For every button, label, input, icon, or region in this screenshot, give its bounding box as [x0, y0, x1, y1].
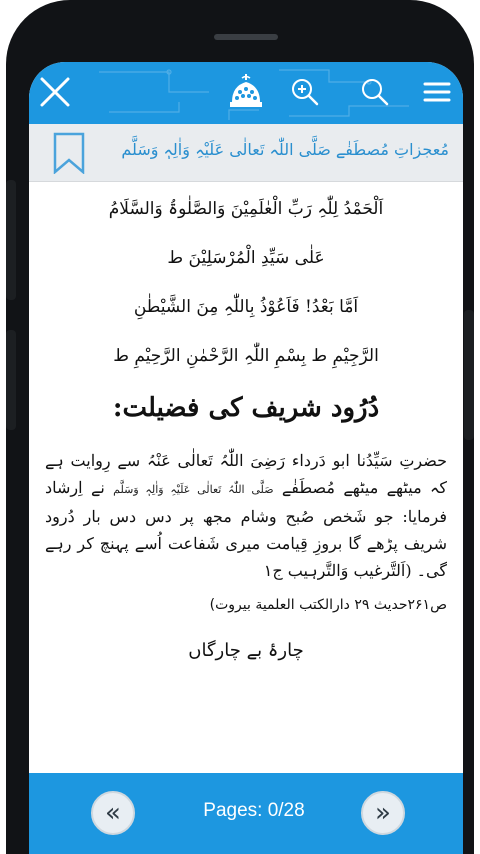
bottom-nav-bar — [29, 773, 463, 854]
hamburger-menu-icon — [423, 80, 451, 104]
search-button[interactable] — [355, 72, 395, 112]
mosque-dome-icon — [226, 72, 266, 112]
phone-frame — [6, 0, 474, 854]
volume-button-lower — [6, 330, 16, 430]
bookmark-icon — [51, 132, 87, 174]
reference-text: ص۲۶۱حدیث ۲۹ دارالکتب العلمیة بیروت) — [209, 597, 447, 613]
menu-button[interactable] — [417, 72, 457, 112]
verse-line: اَلْحَمْدُ لِلّٰہِ رَبِّ الْعٰلَمِیْنَ وَالصَّلٰوۃُ وَالسَّلَامُ — [108, 199, 384, 219]
page-counter: Pages: 0/28 — [203, 800, 305, 821]
power-button — [464, 310, 474, 440]
bookmark-button[interactable] — [51, 132, 87, 174]
paragraph-text: حضرتِ سَیِّدُنا ابو دَرداء رَضِیَ اللّٰہُ تَعالٰی عَنْہُ سے رِوایت ہے کہ میٹھے میٹھے مُصطَفٰے — [45, 451, 447, 497]
reading-content — [29, 183, 463, 773]
double-chevron-right-icon: » — [375, 798, 391, 828]
zoom-in-icon — [290, 77, 320, 107]
chapter-title: مُعجزاتِ مُصطَفٰے صَلَّی اللّٰہ تَعالٰی عَلَیْہِ وَاٰلِہٖ وَسَلَّم — [121, 140, 449, 159]
app-logo — [225, 72, 267, 112]
chapter-title-bar — [29, 124, 463, 182]
close-icon — [38, 75, 72, 109]
app-screen — [29, 62, 463, 854]
search-icon — [360, 77, 390, 107]
double-chevron-left-icon: « — [105, 798, 121, 828]
sub-heading: چارۂ بے چارگاں — [188, 640, 304, 661]
zoom-in-button[interactable] — [285, 72, 325, 112]
section-heading: دُرُود شریف کی فضیلت: — [112, 393, 380, 423]
top-app-bar — [29, 62, 463, 124]
next-page-button[interactable] — [361, 791, 405, 835]
verse-line: اَمَّا بَعْدُ! فَاَعُوْذُ بِاللّٰہِ مِنَ الشَّیْطٰنِ — [133, 297, 359, 317]
close-button[interactable] — [35, 72, 75, 112]
salutation-text: صَلَّی اللّٰہُ تَعالٰی عَلَیْہِ وَاٰلِہٖ وَسَلَّم — [113, 483, 274, 496]
verse-line: الرَّجِیْمِ ط بِسْمِ اللّٰہِ الرَّحْمٰنِ الرَّحِیْمِ ط — [113, 346, 379, 366]
volume-button — [6, 180, 16, 300]
verse-line: عَلٰی سَیِّدِ الْمُرْسَلِیْنَ ط — [167, 248, 325, 268]
previous-page-button[interactable] — [91, 791, 135, 835]
paragraph-text: نے اِرشاد فرمایا: جو شَخص صُبح وشام مجھ پر دس دس بار دُرود شریف پڑھے گا بروزِ قِیامت میری شَفاعت اُسے پہنچ کر رہے گی۔ (اَلتَّرغیب وَالتَّرہیب ج۱ — [45, 478, 447, 580]
body-paragraph — [45, 447, 447, 584]
earpiece-speaker — [214, 34, 278, 40]
